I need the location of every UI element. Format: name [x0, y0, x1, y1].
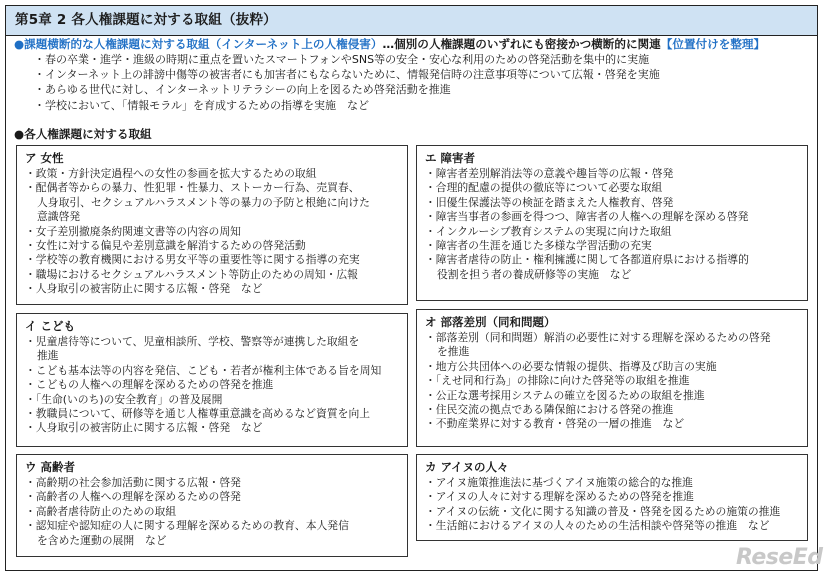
list-item: ・生活館におけるアイヌの人々のための生活相談や啓発等の推進 など: [425, 519, 770, 533]
box-children: [16, 313, 408, 447]
list-item: ・インクルーシブ教育システムの実現に向けた取組: [425, 224, 672, 238]
page-title: 第5章 2 各人権課題に対する取組（抜粋）: [6, 6, 817, 36]
list-item: ・合理的配慮の提供の徹底等について必要な取組: [425, 181, 663, 195]
list-item: ・障害者差別解消法等の意義や趣旨等の広報・啓発: [425, 167, 674, 180]
list-item: ・「えせ同和行為」の排除に向けた啓発等の取組を推進: [425, 374, 690, 388]
list-item: 人身取引、セクシュアルハラスメント等の暴力の予防と根絶に向けた: [37, 195, 370, 209]
box-elderly: [16, 454, 408, 557]
list-item: ・地方公共団体への必要な情報の提供、指導及び助言の実施: [425, 359, 717, 373]
list-item: ・インターネット上の誹謗中傷等の被害者にも加害者にもならないために、情報発信時の注意事項等について広報・啓発を実施: [34, 68, 660, 82]
box-disabled: [416, 145, 808, 301]
list-item: ・「生命(いのち)の安全教育」の普及展開: [25, 392, 223, 406]
list-item: ・人身取引の被害防止に関する広報・啓発 など: [25, 421, 263, 435]
list-item: ・公正な選考採用システムの確立を図るための取組を推進: [425, 388, 705, 402]
list-item: ・高齢者虐待防止のための取組: [25, 504, 177, 518]
list-item: ・認知症や認知症の人に関する理解を深めるための教育、本人発信: [25, 519, 349, 533]
list-item: ・女子差別撤廃条約関連文書等の内容の周知: [25, 224, 241, 238]
box-title: ア 女性: [25, 151, 64, 165]
cross-cutting-heading-topic: ●課題横断的な人権課題に対する取組（インターネット上の人権侵害）: [14, 37, 383, 51]
list-item: ・人身取引の被害防止に関する広報・啓発 など: [25, 282, 263, 296]
list-item: ・政策・方針決定過程への女性の参画を拡大するための取組: [25, 167, 317, 180]
list-item: ・あらゆる世代に対し、インターネットリテラシーの向上を図るため啓発活動を推進: [34, 83, 451, 97]
list-item: ・学校において、「情報モラル」を育成するための指導を実施 など: [34, 98, 369, 112]
list-item: 意識啓発: [37, 210, 81, 224]
list-item: ・高齢者の人権への理解を深めるための啓発: [25, 490, 241, 504]
cross-cutting-section: [14, 36, 804, 113]
list-item: ・不動産業界に対する教育・啓発の一層の推進 など: [425, 417, 685, 431]
box-title: オ 部落差別（同和問題）: [425, 315, 556, 329]
list-item: ・児童虐待等について、児童相談所、学校、警察等が連携した取組を: [25, 335, 360, 348]
box-title: カ アイヌの人々: [425, 460, 509, 474]
cross-cutting-list: [14, 52, 804, 113]
watermark-logo: ReseEd: [736, 545, 823, 570]
list-item: ・障害当事者の参画を得つつ、障害者の人権への理解を深める啓発: [425, 210, 749, 224]
list-item: ・職場におけるセクシュアルハラスメント等防止のための周知・広報: [25, 267, 358, 281]
list-item: ・女性に対する偏見や差別意識を解消するための啓発活動: [25, 239, 306, 253]
box-buraku: [416, 309, 808, 447]
list-item: ・旧優生保護法等の検証を踏まえた人権教育、啓発: [425, 195, 674, 209]
list-item: 推進: [37, 349, 59, 363]
box-women: [16, 145, 408, 305]
box-title: ウ 高齢者: [25, 460, 76, 474]
cross-cutting-heading-tag: 【位置付けを整理】: [660, 37, 766, 51]
box-title: イ こども: [25, 319, 76, 333]
list-item: ・アイヌ施策推進法に基づくアイヌ施策の総合的な推進: [425, 476, 693, 489]
cross-cutting-heading: [14, 36, 804, 52]
box-ainu: [416, 454, 808, 541]
list-item: ・配偶者等からの暴力、性犯罪・性暴力、ストーカー行為、売買春、: [25, 181, 360, 195]
list-item: ・こども基本法等の内容を発信、こども・若者が権利主体である旨を周知: [25, 363, 382, 377]
list-item: ・教職員について、研修等を通じ人権尊重意識を高めるなど資質を向上: [25, 407, 371, 421]
cross-cutting-heading-desc: …個別の人権課題のいずれにも密接かつ横断的に関連: [382, 37, 661, 51]
list-item: ・春の卒業・進学・進級の時期に重点を置いたスマートフォンやSNS等の安全・安心な利用のための啓発活動を集中的に実施: [34, 53, 650, 66]
list-item: ・アイヌの人々に対する理解を深めるための啓発を推進: [425, 490, 694, 504]
box-title: エ 障害者: [425, 151, 476, 165]
section-heading: ●各人権課題に対する取組: [14, 127, 152, 141]
list-item: 役割を担う者の養成研修等の実施 など: [437, 267, 632, 281]
list-item: ・住民交流の拠点である隣保館における啓発の推進: [425, 403, 674, 417]
list-item: ・アイヌの伝統・文化に関する知識の普及・啓発を図るための施策の推進: [425, 504, 781, 518]
list-item: ・障害者の生涯を通じた多様な学習活動の充実: [425, 239, 652, 253]
list-item: ・障害者虐待の防止・権利擁護に関して各都道府県における指導的: [425, 253, 749, 267]
list-item: ・学校等の教育機関における男女平等の重要性等に関する指導の充実: [25, 253, 360, 267]
list-item: ・高齢期の社会参加活動に関する広報・啓発: [25, 476, 241, 489]
list-item: を推進: [437, 345, 470, 359]
list-item: を含めた運動の展開 など: [37, 533, 167, 547]
list-item: ・部落差別（同和問題）解消の必要性に対する理解を深めるための啓発: [425, 331, 771, 344]
list-item: ・こどもの人権への理解を深めるための啓発を推進: [25, 378, 274, 392]
